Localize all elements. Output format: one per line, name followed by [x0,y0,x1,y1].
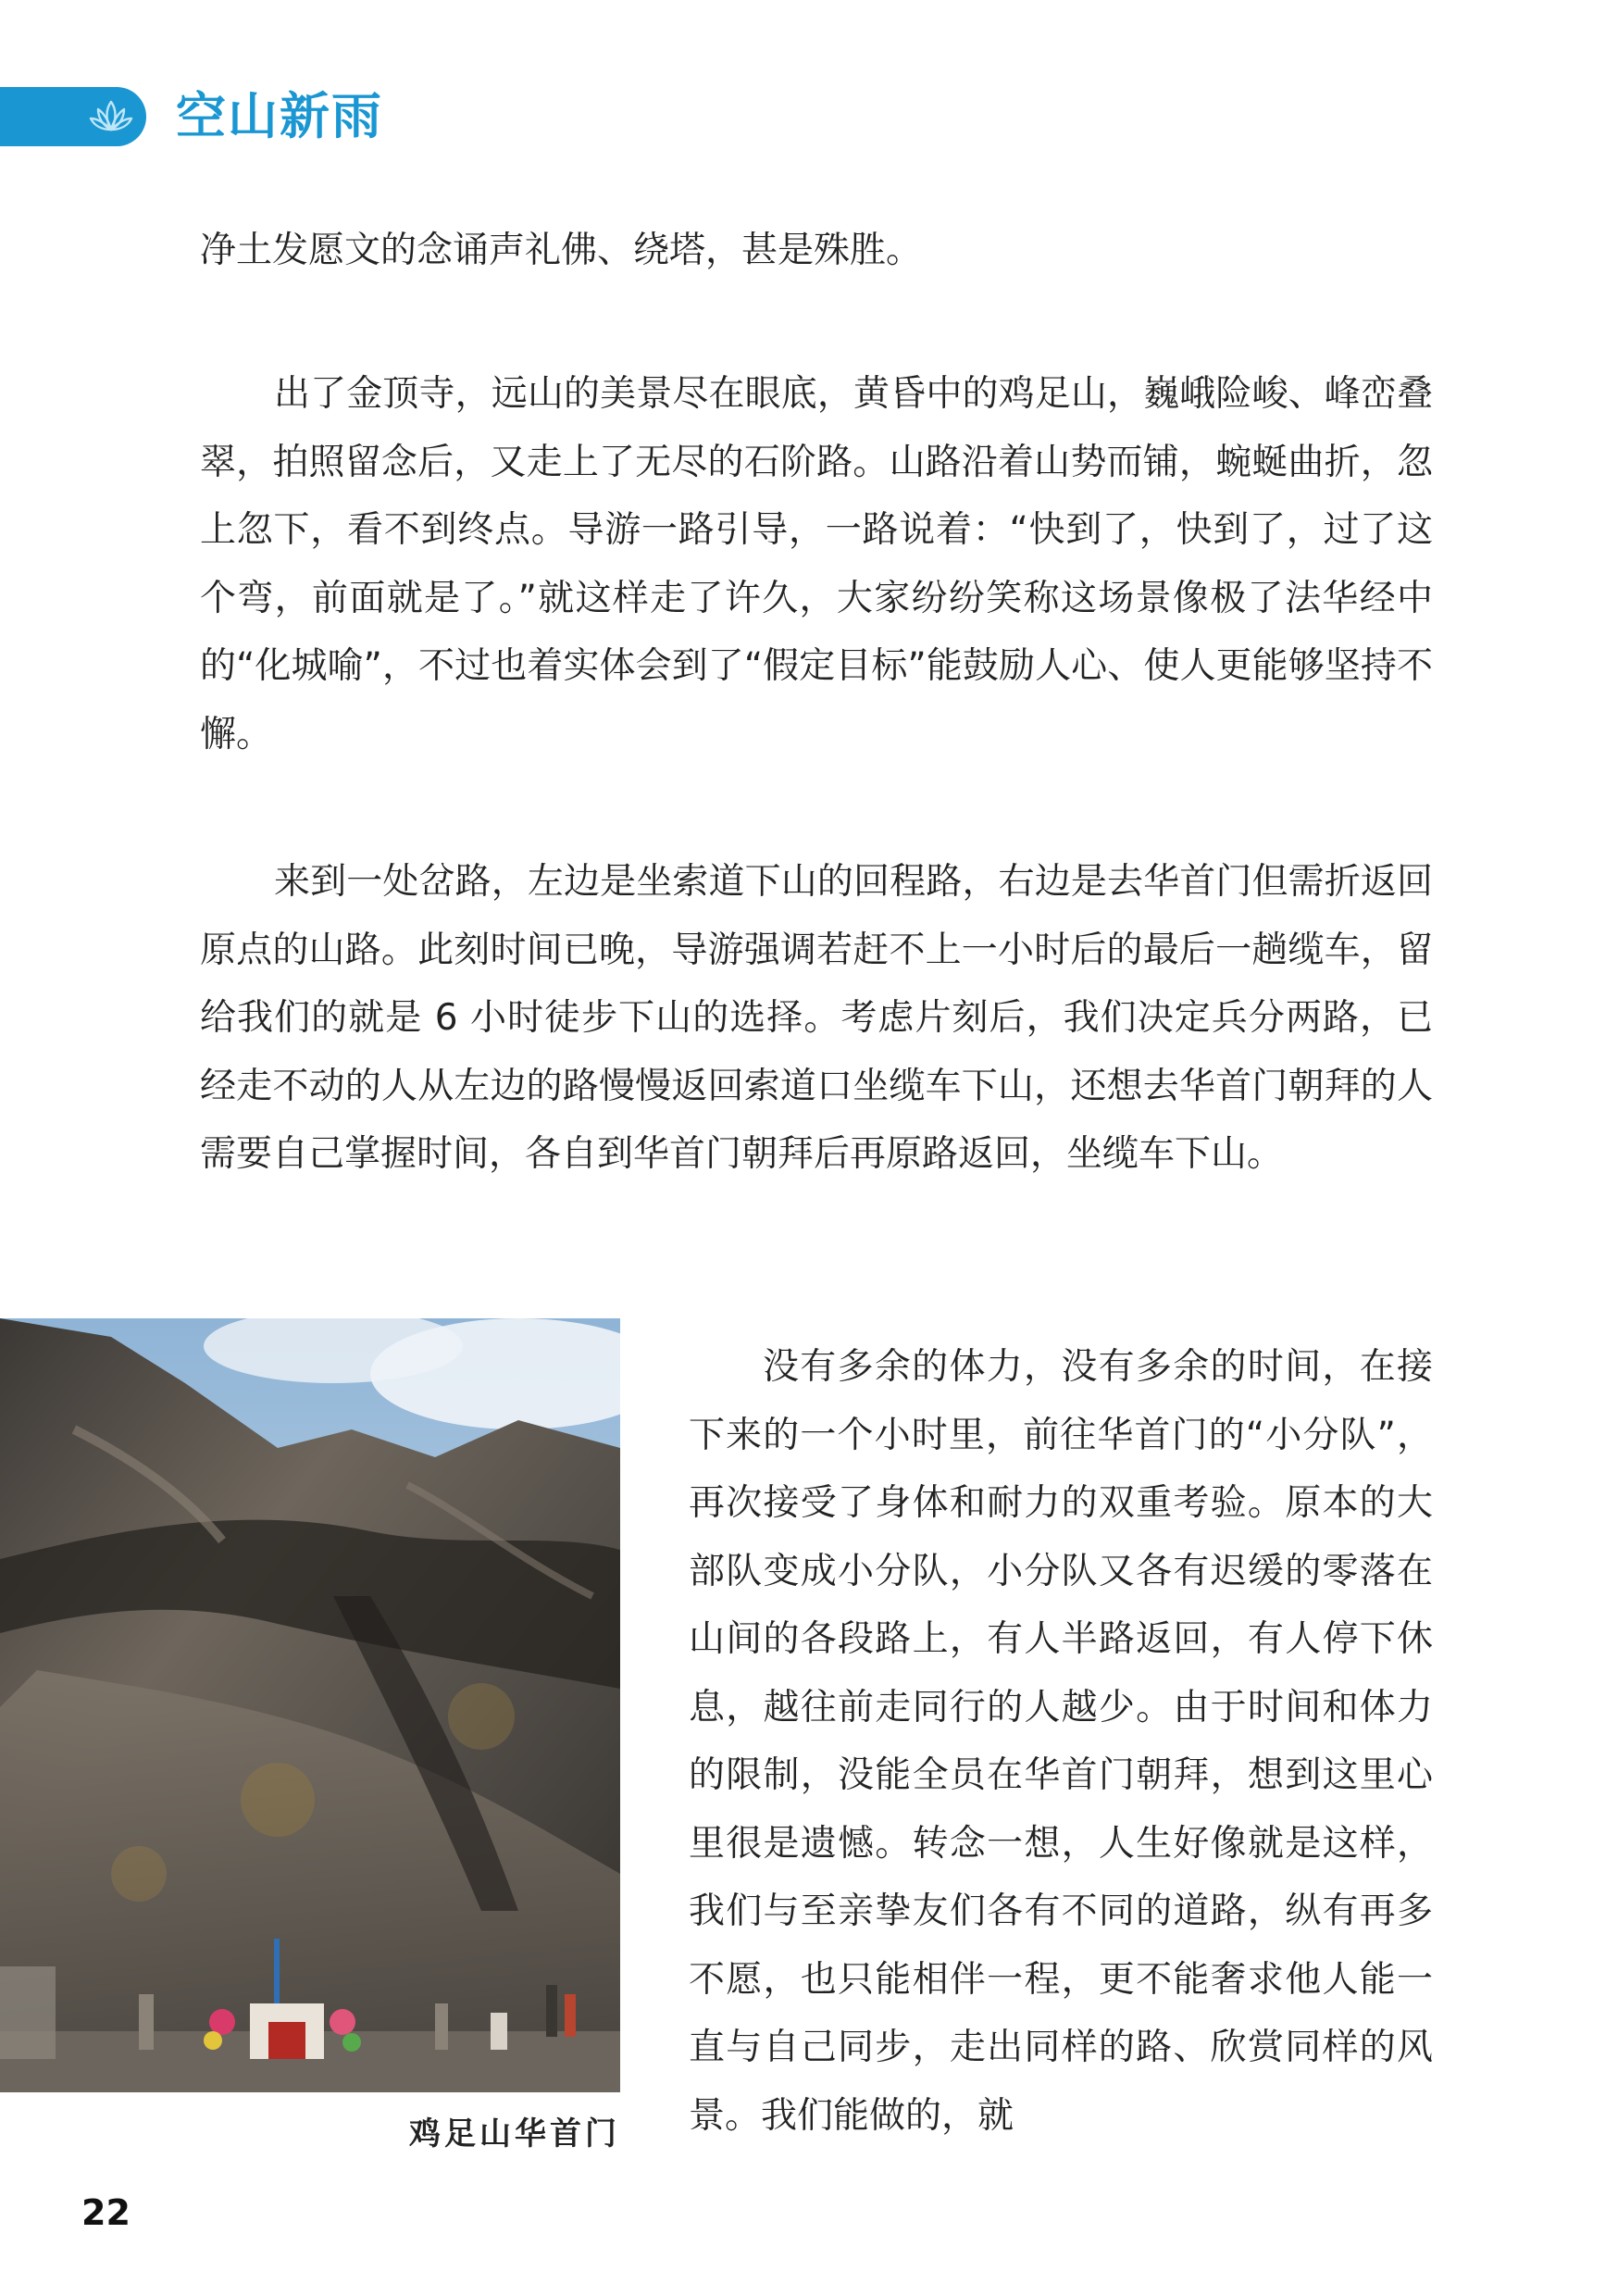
page-number: 22 [81,2192,131,2233]
photo-caption: 鸡足山华首门 [409,2115,620,2152]
paragraph-4: 没有多余的体力，没有多余的时间，在接下来的一个小时里，前往华首门的“小分队”，再次接受了身体和耐力的双重考验。原本的大部队变成小分队，小分队又各有迟缓的零落在山间的各段路上，有人半路返回，有人停下休息，越往前走同行的人越少。由于时间和体力的限制，没能全员在华首门朝拜，想到这里心里很是遗憾。转念一想，人生好像就是这样，我们与至亲挚友们各有不同的道路，纵有再多不愿，也只能相伴一程，更不能奢求他人能一直与自己同步，走出同样的路、欣赏同样的风景。我们能做的，就 [689,1346,1433,2137]
section-title: 空山新雨 [176,87,383,145]
huashou-gate-photo [0,1318,620,2092]
paragraph-3: 来到一处岔路，左边是坐索道下山的回程路，右边是去华首门但需折返回原点的山路。此刻时间已晚，导游强调若赶不上一小时后的最后一趟缆车，留给我们的就是 6 小时徒步下山的选择。考虑片刻后，我们决定兵分两路，已经走不动的人从左边的路慢慢返回索道口坐缆车下山，还想去华首门朝拜的人需要自己掌握时间，各自到华首门朝拜后再原路返回，坐缆车下山。 [200,861,1433,1175]
paragraph-2: 出了金顶寺，远山的美景尽在眼底，黄昏中的鸡足山，巍峨险峻、峰峦叠翠，拍照留念后，又走上了无尽的石阶路。山路沿着山势而铺，蜿蜒曲折，忽上忽下，看不到终点。导游一路引导，一路说着：“快到了，快到了，过了这个弯，前面就是了。”就这样走了许久，大家纷纷笑称这场景像极了法华经中的“化城喻”，不过也着实体会到了“假定目标”能鼓励人心、使人更能够坚持不懈。 [200,373,1433,755]
paragraph-1: 净土发愿文的念诵声礼佛、绕塔，甚是殊胜。 [200,230,923,271]
lotus-icon [87,98,135,135]
section-header-tab [0,87,146,146]
